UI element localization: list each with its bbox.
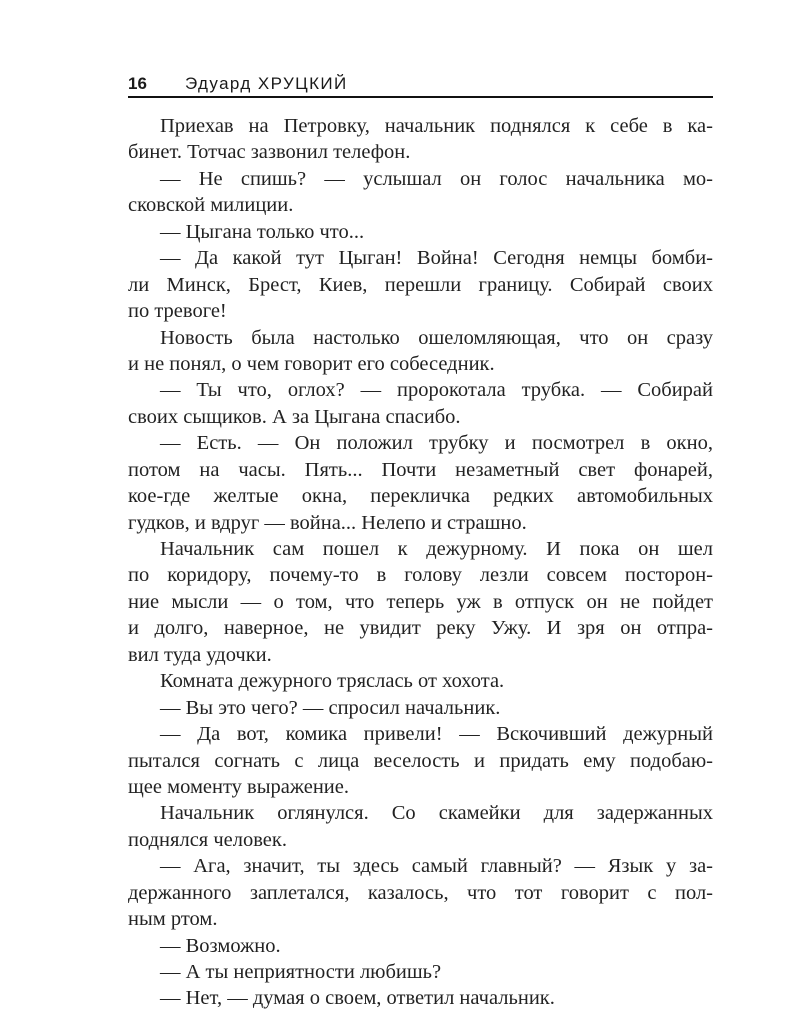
header-rule bbox=[128, 96, 713, 98]
paragraph bbox=[128, 166, 713, 219]
paragraph bbox=[128, 377, 713, 430]
paragraph bbox=[128, 853, 713, 932]
paragraph bbox=[128, 325, 713, 378]
text-line: ние мысли — о том, что теперь уж в отпуск он не пойдет bbox=[128, 590, 713, 613]
paragraph bbox=[128, 933, 713, 959]
paragraph bbox=[128, 430, 713, 536]
text-line: по тревоге! bbox=[128, 300, 227, 323]
paragraph bbox=[128, 800, 713, 853]
text-line: Приехав на Петровку, начальник поднялся к себе в ка- bbox=[160, 115, 713, 137]
text-line: — А ты неприятности любишь? bbox=[160, 961, 442, 983]
text-line: Комната дежурного тряслась от хохота. bbox=[160, 670, 505, 693]
text-line: ли Минск, Брест, Киев, перешли границу. Собирай своих bbox=[128, 273, 713, 296]
text-line: и не понял, о чем говорит его собеседник. bbox=[128, 352, 495, 375]
text-line: сковской милиции. bbox=[128, 194, 294, 217]
page-number: 16 bbox=[128, 74, 147, 93]
text-line: — Нет, — думая о своем, ответил начальник. bbox=[160, 987, 555, 1010]
paragraph bbox=[128, 668, 713, 694]
text-line: ным ртом. bbox=[128, 908, 218, 931]
text-line: своих сыщиков. А за Цыгана спасибо. bbox=[128, 405, 461, 428]
paragraph bbox=[128, 113, 713, 166]
text-line: поднялся человек. bbox=[128, 828, 287, 851]
running-header bbox=[128, 74, 712, 96]
text-line: — Вы это чего? — спросил начальник. bbox=[160, 696, 501, 719]
paragraph bbox=[128, 245, 713, 324]
text-line: — Ага, значит, ты здесь самый главный? — Язык у за- bbox=[160, 855, 713, 878]
paragraph bbox=[128, 959, 713, 985]
page-body-text bbox=[128, 113, 713, 1012]
paragraph bbox=[128, 219, 713, 245]
text-line: Начальник оглянулся. Со скамейки для задержанных bbox=[160, 802, 713, 825]
text-line: кое-где желтые окна, перекличка редких автомобильных bbox=[128, 485, 713, 508]
text-line: — Возможно. bbox=[160, 934, 281, 957]
paragraph bbox=[128, 536, 713, 668]
paragraph bbox=[128, 721, 713, 800]
paragraph bbox=[128, 985, 713, 1011]
text-line: — Ты что, оглох? — пророкотала трубка. — Собирай bbox=[160, 379, 713, 402]
running-header-author: Эдуард ХРУЦКИЙ bbox=[185, 74, 348, 93]
text-line: — Да какой тут Цыган! Война! Сегодня немцы бомби- bbox=[160, 247, 713, 270]
text-line: потом на часы. Пять... Почти незаметный свет фонарей, bbox=[128, 458, 713, 481]
text-line: и долго, наверное, не увидит реку Ужу. И зря он отпра- bbox=[128, 617, 713, 640]
text-line: Новость была настолько ошеломляющая, что он сразу bbox=[160, 326, 713, 349]
text-line: — Цыгана только что... bbox=[160, 220, 365, 243]
text-line: вил туда удочки. bbox=[128, 643, 272, 666]
text-line: гудков, и вдруг — война... Нелепо и страшно. bbox=[128, 511, 527, 534]
text-line: щее моменту выражение. bbox=[128, 775, 350, 798]
paragraph bbox=[128, 695, 713, 721]
text-line: бинет. Тотчас зазвонил телефон. bbox=[128, 141, 411, 164]
text-line: пытался согнать с лица веселость и придать ему подобаю- bbox=[128, 749, 713, 772]
text-line: Начальник сам пошел к дежурному. И пока он шел bbox=[160, 538, 713, 560]
text-line: — Да вот, комика привели! — Вскочивший дежурный bbox=[160, 723, 713, 746]
text-line: по коридору, почему-то в голову лезли совсем посторон- bbox=[128, 564, 713, 587]
text-line: держанного заплетался, казалось, что тот говорит с пол- bbox=[128, 881, 713, 904]
text-line: — Есть. — Он положил трубку и посмотрел в окно, bbox=[160, 432, 713, 455]
text-line: — Не спишь? — услышал он голос начальника мо- bbox=[160, 167, 713, 190]
